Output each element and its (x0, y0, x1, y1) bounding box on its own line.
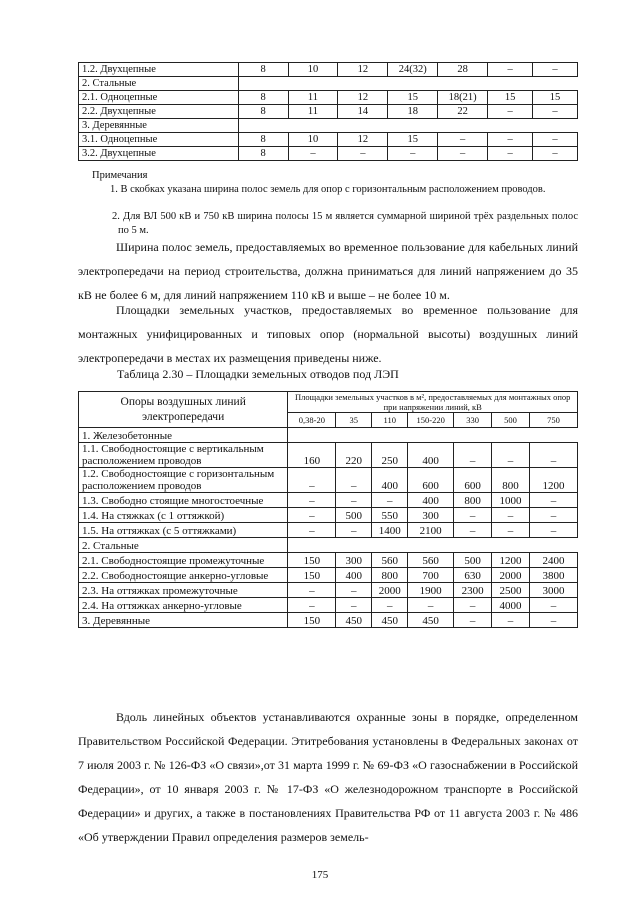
table-cell: 800 (454, 493, 492, 508)
table-cell: 2100 (408, 523, 454, 538)
table-cell: 24(32) (388, 63, 438, 77)
table-cell: – (533, 105, 578, 119)
table-cell: – (492, 523, 530, 538)
table-cell: – (530, 523, 578, 538)
table-cell: – (336, 523, 372, 538)
row-label: 3.1. Одноцепные (79, 133, 239, 147)
table-cell: 800 (492, 468, 530, 493)
voltage-header: 0,38-20 (288, 413, 336, 428)
table-cell: – (372, 493, 408, 508)
table-row (79, 119, 578, 133)
table-cell: – (372, 598, 408, 613)
table-cell: 560 (408, 553, 454, 568)
table-cell: – (454, 508, 492, 523)
table-row (79, 91, 578, 105)
table-row (79, 523, 578, 538)
table-cell: – (488, 63, 533, 77)
table-cell: – (388, 147, 438, 161)
page-number: 175 (311, 869, 329, 881)
table-cell: 2300 (454, 583, 492, 598)
row-label: 2.3. На оттяжках промежуточные (79, 583, 288, 598)
table-cell: 18 (388, 105, 438, 119)
top-table (78, 62, 578, 161)
table-cell: 11 (288, 91, 338, 105)
table-cell: 4000 (492, 598, 530, 613)
row-label: 1. Железобетонные (79, 428, 288, 443)
table-cell: 500 (454, 553, 492, 568)
table-cell: 2000 (372, 583, 408, 598)
table-cell: 400 (408, 443, 454, 468)
voltage-header: 500 (492, 413, 530, 428)
table-cell: 1400 (372, 523, 408, 538)
table-cell: 550 (372, 508, 408, 523)
table-cell: 1900 (408, 583, 454, 598)
table-cell: – (488, 147, 533, 161)
table-cell: 28 (438, 63, 488, 77)
table-cell: – (438, 133, 488, 147)
table-cell: 1200 (492, 553, 530, 568)
table-cell: 15 (488, 91, 533, 105)
table-cell: 14 (338, 105, 388, 119)
voltage-header: 110 (372, 413, 408, 428)
table-cell: – (336, 468, 372, 493)
table-cell: – (338, 147, 388, 161)
table-cell: 8 (238, 147, 288, 161)
table-cell: 15 (388, 91, 438, 105)
table-cell: 10 (288, 63, 338, 77)
table-cell: – (530, 613, 578, 628)
row-label: 2.1. Одноцепные (79, 91, 239, 105)
table-cell: 400 (336, 568, 372, 583)
table-cell: – (408, 598, 454, 613)
table-cell: 10 (288, 133, 338, 147)
table-cell: 8 (238, 133, 288, 147)
row-label: 1.2. Свободностоящие с горизонтальным расположением проводов (79, 468, 288, 493)
table-cell: 3800 (530, 568, 578, 583)
table-cell: – (288, 598, 336, 613)
table-cell: 1000 (492, 493, 530, 508)
table-cell: 11 (288, 105, 338, 119)
table-cell: – (530, 493, 578, 508)
row-label: 1.1. Свободностоящие с вертикальным расположением проводов (79, 443, 288, 468)
table-cell: 8 (238, 63, 288, 77)
table-cell: – (488, 133, 533, 147)
table-cell: – (288, 508, 336, 523)
table-cell: 450 (372, 613, 408, 628)
table-row (79, 443, 578, 468)
table-cell: 8 (238, 91, 288, 105)
table-cell: 22 (438, 105, 488, 119)
table-caption: Таблица 2.30 – Площадки земельных отводов под ЛЭП (117, 367, 399, 381)
table-cell: 2000 (492, 568, 530, 583)
table-cell: 1200 (530, 468, 578, 493)
table-cell: 12 (338, 63, 388, 77)
table-cell: 800 (372, 568, 408, 583)
table-cell: – (336, 583, 372, 598)
notes-title: Примечания (92, 170, 148, 181)
table-cell: 400 (372, 468, 408, 493)
table-cell: – (454, 598, 492, 613)
row-label: 2.2. Двухцепные (79, 105, 239, 119)
voltage-header: 35 (336, 413, 372, 428)
table-cell: 15 (388, 133, 438, 147)
table-cell: 12 (338, 133, 388, 147)
note-2: 2. Для ВЛ 500 кВ и 750 кВ ширина полосы 15 м является суммарной шириной трёх раздельных полос по 5 м. (112, 211, 578, 236)
table-cell: – (530, 598, 578, 613)
table-cell: – (492, 613, 530, 628)
table-cell: 700 (408, 568, 454, 583)
table-cell: – (492, 508, 530, 523)
table-row (79, 493, 578, 508)
table-cell: 300 (336, 553, 372, 568)
table-cell: 150 (288, 568, 336, 583)
table-row (79, 598, 578, 613)
row-label: 1.5. На оттяжках (с 5 оттяжками) (79, 523, 288, 538)
table-cell: 150 (288, 553, 336, 568)
table-cell: 18(21) (438, 91, 488, 105)
note-1: 1. В скобках указана ширина полос земель для опор с горизонтальным расположением проводов. (110, 184, 546, 195)
table-row (79, 583, 578, 598)
table-cell: – (288, 468, 336, 493)
paragraph-3: Вдоль линейных объектов устанавливаются охранные зоны в порядке, определенном Правительством Российской Федерации. Этитребования установлены в Федеральных законах от 7 июля 2003 г. № 126-ФЗ «О связи»,от 31 марта 1999 г. № 69-ФЗ «О газоснабжении в Российской Федерации», от 10 января 2003 г. № 17-ФЗ «О железнодорожном транспорте в Российской Федерации» и других, а также в постановлениях Правительства РФ от 11 августа 2003 г. № 486 «Об утверждении Правил определения размеров земель- (78, 710, 578, 844)
row-label: 3. Деревянные (79, 613, 288, 628)
table-cell: – (288, 147, 338, 161)
header-supports: Опоры воздушных линий электропередачи (79, 392, 288, 428)
table-cell: 450 (336, 613, 372, 628)
table-cell: 3000 (530, 583, 578, 598)
table-cell: 600 (408, 468, 454, 493)
table-cell: 400 (408, 493, 454, 508)
row-label: 3. Деревянные (79, 119, 239, 133)
table-cell: – (288, 523, 336, 538)
table-cell: – (336, 598, 372, 613)
voltage-header: 330 (454, 413, 492, 428)
table-cell: 8 (238, 105, 288, 119)
row-label: 2. Стальные (79, 538, 288, 553)
table-cell: 15 (533, 91, 578, 105)
table-cell: – (438, 147, 488, 161)
header-voltage-group: Площадки земельных участков в м², предоставляемых для монтажных опор при напряжении линий, кВ (288, 392, 578, 413)
row-label: 1.2. Двухцепные (79, 63, 239, 77)
table-cell: – (454, 443, 492, 468)
table-row (79, 63, 578, 77)
row-label: 1.3. Свободно стоящие многостоечные (79, 493, 288, 508)
table-cell: 630 (454, 568, 492, 583)
table-row (79, 147, 578, 161)
table-cell: – (533, 133, 578, 147)
row-label: 2.2. Свободностоящие анкерно-угловые (79, 568, 288, 583)
table-cell: – (288, 583, 336, 598)
table-cell: 450 (408, 613, 454, 628)
table-row (79, 428, 578, 443)
table-cell: – (530, 508, 578, 523)
row-label: 2.1. Свободностоящие промежуточные (79, 553, 288, 568)
table-cell: 2500 (492, 583, 530, 598)
table-cell: – (533, 147, 578, 161)
table-cell: 220 (336, 443, 372, 468)
table-cell: 500 (336, 508, 372, 523)
table-cell: – (336, 493, 372, 508)
table-cell: – (454, 523, 492, 538)
table-cell: 150 (288, 613, 336, 628)
table-cell: – (533, 63, 578, 77)
row-label: 1.4. На стяжках (с 1 оттяжкой) (79, 508, 288, 523)
table-cell: – (454, 613, 492, 628)
table-row (79, 468, 578, 493)
table-row (79, 508, 578, 523)
table-cell: 250 (372, 443, 408, 468)
table-row (79, 538, 578, 553)
table-cell: – (488, 105, 533, 119)
table-cell: 160 (288, 443, 336, 468)
row-label: 2. Стальные (79, 77, 239, 91)
table-row (79, 133, 578, 147)
table-cell: 12 (338, 91, 388, 105)
main-table (78, 391, 578, 628)
voltage-header: 150-220 (408, 413, 454, 428)
row-label: 2.4. На оттяжках анкерно-угловые (79, 598, 288, 613)
table-row (79, 553, 578, 568)
table-cell: 300 (408, 508, 454, 523)
table-cell: 560 (372, 553, 408, 568)
table-cell: – (530, 443, 578, 468)
table-cell: – (492, 443, 530, 468)
voltage-header: 750 (530, 413, 578, 428)
paragraph-2: Площадки земельных участков, предоставляемых во временное пользование для монтажных унифицированных и типовых опор (нормальной высоты) воздушных линий электропередачи в местах их размещения приведены ниже. (78, 303, 578, 365)
table-cell: 2400 (530, 553, 578, 568)
row-label: 3.2. Двухцепные (79, 147, 239, 161)
table-row (79, 568, 578, 583)
table-row (79, 105, 578, 119)
table-row (79, 613, 578, 628)
table-cell: 600 (454, 468, 492, 493)
paragraph-1: Ширина полос земель, предоставляемых во временное пользование для кабельных линий электропередачи на период строительства, должна приниматься для линий напряжением до 35 кВ не более 6 м, для линий напряжением 110 кВ и выше – не более 10 м. (78, 240, 578, 302)
table-cell: – (288, 493, 336, 508)
table-row (79, 77, 578, 91)
